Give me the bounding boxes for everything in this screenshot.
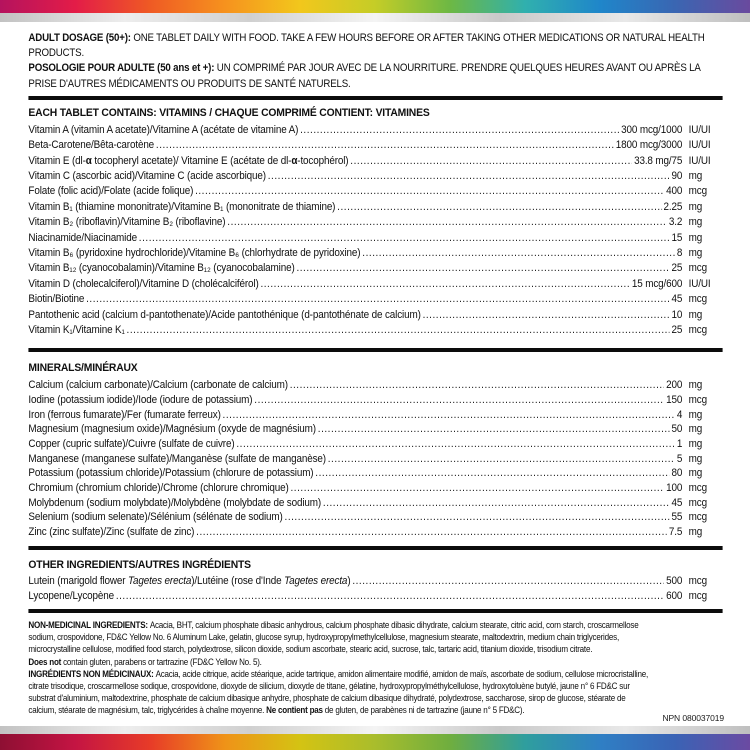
- ingredient-unit: mcg: [688, 262, 707, 275]
- ingredient-amount: 80: [671, 467, 683, 480]
- dot-leader: [323, 496, 670, 511]
- text-line: Does not contain gluten, parabens or tartrazine (FD&C Yellow No. 5).: [28, 656, 262, 667]
- dot-leader: [315, 466, 669, 481]
- dot-leader: [116, 589, 664, 604]
- ingredient-name: Vitamin B₁ (thiamine mononitrate)/Vitamine B₁ (mononitrate de thiamine): [28, 200, 336, 213]
- dot-leader: [127, 323, 670, 338]
- ingredient-row: [28, 246, 722, 261]
- dot-leader: [328, 452, 675, 467]
- vitamins-table: [28, 123, 722, 338]
- ingredient-row: [28, 154, 722, 169]
- ingredient-row: [28, 422, 722, 437]
- ingredient-amount: 300 mcg/1000: [621, 123, 683, 136]
- text-segment: Tagetes erecta: [128, 574, 192, 587]
- ingredient-row: [28, 393, 722, 408]
- ingredient-name: Vitamin K₁/Vitamine K₁: [28, 323, 125, 336]
- ingredient-name: Vitamin A (vitamin A acetate)/Vitamine A (acétate de vitamine A): [28, 123, 299, 136]
- text-segment: INGRÉDIENTS NON MÉDICINAUX:: [28, 668, 156, 679]
- text-segment: α: [291, 154, 298, 167]
- ingredient-name: Magnesium (magnesium oxide)/Magnésium (oxyde de magnésium): [28, 423, 316, 436]
- dot-leader: [296, 261, 669, 276]
- dot-leader: [139, 231, 670, 246]
- text-segment: α: [85, 154, 92, 167]
- ingredient-amount: 7.5: [668, 526, 683, 539]
- dot-leader: [362, 246, 675, 261]
- dot-leader: [337, 200, 662, 215]
- ingredient-amount: 15 mcg/600: [631, 277, 683, 290]
- text-line: sodium, crospovidone, FD&C Yellow No. 6 Aluminum Lake, gelatin, glucose syrup, hydroxypropylmethylcellulose, magnesium stearate, maltodextrin, medium chain triglycerides,: [28, 632, 619, 643]
- ingredient-name: Manganese (manganese sulfate)/Manganèse (sulfate de manganèse): [28, 452, 326, 465]
- ingredient-amount: 15: [671, 231, 683, 244]
- text-line: microcrystalline cellulose, modified food starch, polydextrose, silicon dioxide, sodium ascorbate, stearic acid, sucrose, talc, tartaric acid, titanium dioxide, trisodium citrate.: [28, 644, 593, 655]
- text-line: citrate trisodique, croscarmellose sodique, crospovidone, dioxyde de silicium, dioxyde de titane, gélatine, hydroxypropylméthylcellulose, hydroxytoluène butylé, jaune n° 6 FD&C sur: [28, 680, 630, 691]
- ingredient-unit: IU/UI: [688, 154, 711, 167]
- ingredient-name: Iron (ferrous fumarate)/Fer (fumarate ferreux): [28, 408, 221, 421]
- top-silver-bar: [0, 13, 750, 22]
- ingredient-row: [28, 452, 722, 467]
- dot-leader: [290, 378, 665, 393]
- npn-number: NPN 080037019: [662, 713, 724, 723]
- ingredient-unit: IU/UI: [688, 139, 711, 152]
- text-line: calcium, stéarate de magnésium, talc, triglycérides à chaîne moyenne. Ne contient pas de gluten, de parabènes ni de tartrazine (jaune n° 5 FD&C).: [28, 704, 525, 715]
- ingredient-unit: mg: [688, 216, 703, 229]
- ingredient-unit: mg: [688, 526, 703, 539]
- label-content: [0, 22, 750, 716]
- ingredient-row: [28, 466, 722, 481]
- ingredient-amount: 45: [671, 496, 683, 509]
- ingredient-row: [28, 525, 722, 540]
- text-segment: NON-MEDICINAL INGREDIENTS:: [28, 620, 150, 631]
- dot-leader: [300, 123, 619, 138]
- text-line: substrat d'aluminium, maltodextrine, phosphate de calcium dibasique anhydre, phosphate de calcium dibasique dihydraté, polydextrose, saccharose, sirop de glucose, stéarate de: [28, 692, 626, 703]
- ingredient-amount: 10: [671, 308, 683, 321]
- section-divider: [28, 546, 722, 550]
- ingredient-name: Copper (cupric sulfate)/Cuivre (sulfate de cuivre): [28, 438, 235, 451]
- text-segment: Tagetes erecta: [284, 574, 348, 587]
- dot-leader: [236, 437, 675, 452]
- ingredient-amount: 8: [676, 246, 683, 259]
- ingredient-name: Lycopene/Lycopène: [28, 589, 114, 602]
- ingredient-row: [28, 215, 722, 230]
- ingredient-unit: mg: [688, 308, 703, 321]
- dot-leader: [195, 184, 664, 199]
- non-medicinal-text: [28, 619, 722, 716]
- vitamins-header: EACH TABLET CONTAINS: VITAMINS / CHAQUE COMPRIMÉ CONTIENT: VITAMINES: [28, 106, 430, 119]
- ingredient-unit: mg: [688, 423, 703, 436]
- ingredient-row: [28, 292, 722, 307]
- ingredient-amount: 1: [676, 438, 683, 451]
- text-segment: POSOLOGIE POUR ADULTE (50 ans et +):: [28, 62, 217, 75]
- ingredient-amount: 600: [666, 589, 683, 602]
- section-divider: [28, 96, 722, 100]
- ingredient-unit: mcg: [688, 293, 707, 306]
- ingredient-row: [28, 589, 722, 604]
- top-rainbow-bar: [0, 0, 750, 13]
- bottom-rainbow-bar: [0, 734, 750, 750]
- ingredient-unit: mcg: [688, 574, 707, 587]
- ingredient-name: Chromium (chromium chloride)/Chrome (chlorure chromique): [28, 482, 289, 495]
- ingredient-amount: 4: [676, 408, 683, 421]
- ingredient-name: Vitamin D (cholecalciferol)/Vitamine D (cholécalciférol): [28, 277, 259, 290]
- ingredient-amount: 150: [666, 393, 683, 406]
- dot-leader: [350, 154, 632, 169]
- ingredient-name: Vitamin B₂ (riboflavin)/Vitamine B₂ (riboflavine): [28, 216, 226, 229]
- ingredient-row: [28, 277, 722, 292]
- ingredient-row: [28, 378, 722, 393]
- ingredient-name: Niacinamide/Niacinamide: [28, 231, 137, 244]
- ingredient-amount: 55: [671, 511, 683, 524]
- dot-leader: [227, 215, 667, 230]
- dot-leader: [352, 574, 664, 589]
- dot-leader: [423, 308, 670, 323]
- ingredient-name: Calcium (calcium carbonate)/Calcium (carbonate de calcium): [28, 379, 288, 392]
- dot-leader: [223, 408, 675, 423]
- ingredient-amount: 2.25: [663, 200, 683, 213]
- ingredient-row: [28, 123, 722, 138]
- ingredient-row: [28, 261, 722, 276]
- ingredient-amount: 45: [671, 293, 683, 306]
- ingredient-row: [28, 408, 722, 423]
- ingredient-unit: mcg: [688, 393, 707, 406]
- ingredient-unit: mcg: [688, 589, 707, 602]
- ingredient-amount: 400: [666, 185, 683, 198]
- ingredient-row: [28, 481, 722, 496]
- ingredient-unit: IU/UI: [688, 123, 711, 136]
- dot-leader: [268, 169, 670, 184]
- ingredient-name: Beta-Carotene/Bêta-carotène: [28, 139, 155, 152]
- ingredient-unit: mg: [688, 169, 703, 182]
- ingredient-row: [28, 138, 722, 153]
- ingredient-amount: 1800 mcg/3000: [615, 139, 683, 152]
- ingredient-unit: mcg: [688, 323, 707, 336]
- dot-leader: [318, 422, 670, 437]
- dosage-text: [28, 31, 722, 92]
- text-line: POSOLOGIE POUR ADULTE (50 ans et +): UN COMPRIMÉ PAR JOUR AVEC DE LA NOURRITURE. PRENDRE QUELQUES HEURES AVANT OU APRÈS LA: [28, 62, 701, 75]
- text-line: NON-MEDICINAL INGREDIENTS: Acacia, BHT, calcium phosphate dibasic anhydrous, calcium phosphate dibasic dihydrate, calcium stearate, citric acid, corn starch, croscarmellose: [28, 620, 639, 631]
- ingredient-amount: 90: [671, 169, 683, 182]
- ingredient-amount: 5: [676, 452, 683, 465]
- ingredient-unit: mg: [688, 438, 703, 451]
- ingredient-amount: 25: [671, 323, 683, 336]
- minerals-header: MINERALS/MINÉRAUX: [28, 362, 138, 375]
- ingredient-unit: mcg: [688, 185, 707, 198]
- ingredient-unit: mg: [688, 231, 703, 244]
- ingredient-name: Vitamin B₁₂ (cyanocobalamin)/Vitamine B₁₂ (cyanocobalamine): [28, 262, 295, 275]
- ingredient-name: Iodine (potassium iodide)/Iode (iodure de potassium): [28, 393, 253, 406]
- ingredient-unit: mg: [688, 408, 703, 421]
- ingredient-unit: mg: [688, 452, 703, 465]
- text-segment: Ne contient pas: [266, 704, 323, 715]
- text-line: INGRÉDIENTS NON MÉDICINAUX: Acacia, acide citrique, acide stéarique, acide tartrique, amidon alimentaire modifié, amidon de maïs, ascorbate de sodium, cellulose microcristalline,: [28, 668, 649, 679]
- ingredient-row: [28, 437, 722, 452]
- ingredient-amount: 50: [671, 423, 683, 436]
- ingredient-row: [28, 308, 722, 323]
- dot-leader: [86, 292, 670, 307]
- ingredient-unit: mg: [688, 246, 703, 259]
- ingredient-amount: 3.2: [668, 216, 683, 229]
- dot-leader: [254, 393, 664, 408]
- ingredient-name: Vitamin B₆ (pyridoxine hydrochloride)/Vitamine B₆ (chlorhydrate de pyridoxine): [28, 246, 361, 259]
- ingredient-amount: 200: [666, 379, 683, 392]
- other-ingredients-table: [28, 574, 722, 603]
- dot-leader: [156, 138, 614, 153]
- ingredient-name: Molybdenum (sodium molybdate)/Molybdène (molybdate de sodium): [28, 496, 322, 509]
- other-ingredients-header: OTHER INGREDIENTS/AUTRES INGRÉDIENTS: [28, 558, 251, 571]
- text-segment: Does not: [28, 656, 62, 667]
- text-segment: ADULT DOSAGE (50+):: [28, 32, 134, 44]
- ingredient-name: Vitamin C (ascorbic acid)/Vitamine C (acide ascorbique): [28, 169, 266, 182]
- ingredient-row: [28, 184, 722, 199]
- ingredient-row: [28, 231, 722, 246]
- dot-leader: [285, 510, 670, 525]
- ingredient-name: Vitamin E (dl-α tocopheryl acetate)/ Vitamine E (acétate de dl-α-tocophérol): [28, 154, 349, 167]
- ingredient-amount: 25: [671, 262, 683, 275]
- ingredient-unit: mcg: [688, 511, 707, 524]
- ingredient-row: [28, 169, 722, 184]
- bottom-silver-bar: [0, 726, 750, 734]
- ingredient-unit: mg: [688, 200, 703, 213]
- ingredient-name: Zinc (zinc sulfate)/Zinc (sulfate de zinc): [28, 526, 195, 539]
- ingredient-unit: mcg: [688, 482, 707, 495]
- ingredient-name: Folate (folic acid)/Folate (acide folique): [28, 185, 194, 198]
- dot-leader: [196, 525, 667, 540]
- ingredient-name: Pantothenic acid (calcium d-pantothenate)/Acide pantothénique (d-pantothénate de calcium): [28, 308, 421, 321]
- ingredient-row: [28, 496, 722, 511]
- section-divider: [28, 609, 722, 613]
- ingredient-amount: 500: [666, 574, 683, 587]
- ingredient-name: Potassium (potassium chloride)/Potassium (chlorure de potassium): [28, 467, 314, 480]
- ingredient-row: [28, 510, 722, 525]
- ingredient-name: Biotin/Biotine: [28, 293, 85, 306]
- ingredient-row: [28, 574, 722, 589]
- dot-leader: [260, 277, 630, 292]
- text-line: PRODUCTS.: [28, 47, 84, 60]
- minerals-table: [28, 378, 722, 540]
- ingredient-name: Selenium (sodium selenate)/Sélénium (sélénate de sodium): [28, 511, 283, 524]
- text-line: ADULT DOSAGE (50+): ONE TABLET DAILY WITH FOOD. TAKE A FEW HOURS BEFORE OR AFTER TAKING OTHER MEDICATIONS OR NATURAL HEALTH: [28, 32, 705, 44]
- ingredient-unit: mcg: [688, 496, 707, 509]
- ingredient-row: [28, 200, 722, 215]
- ingredient-amount: 100: [666, 482, 683, 495]
- dot-leader: [291, 481, 665, 496]
- section-divider: [28, 348, 722, 352]
- ingredient-row: [28, 323, 722, 338]
- ingredient-amount: 33.8 mg/75: [634, 154, 683, 167]
- ingredient-unit: mg: [688, 467, 703, 480]
- text-line: PRISE D'AUTRES MÉDICAMENTS OU PRODUITS DE SANTÉ NATURELS.: [28, 77, 351, 90]
- ingredient-name: Lutein (marigold flower Tagetes erecta)/Lutéine (rose d'Inde Tagetes erecta): [28, 574, 351, 587]
- ingredient-unit: mg: [688, 379, 703, 392]
- ingredient-unit: IU/UI: [688, 277, 711, 290]
